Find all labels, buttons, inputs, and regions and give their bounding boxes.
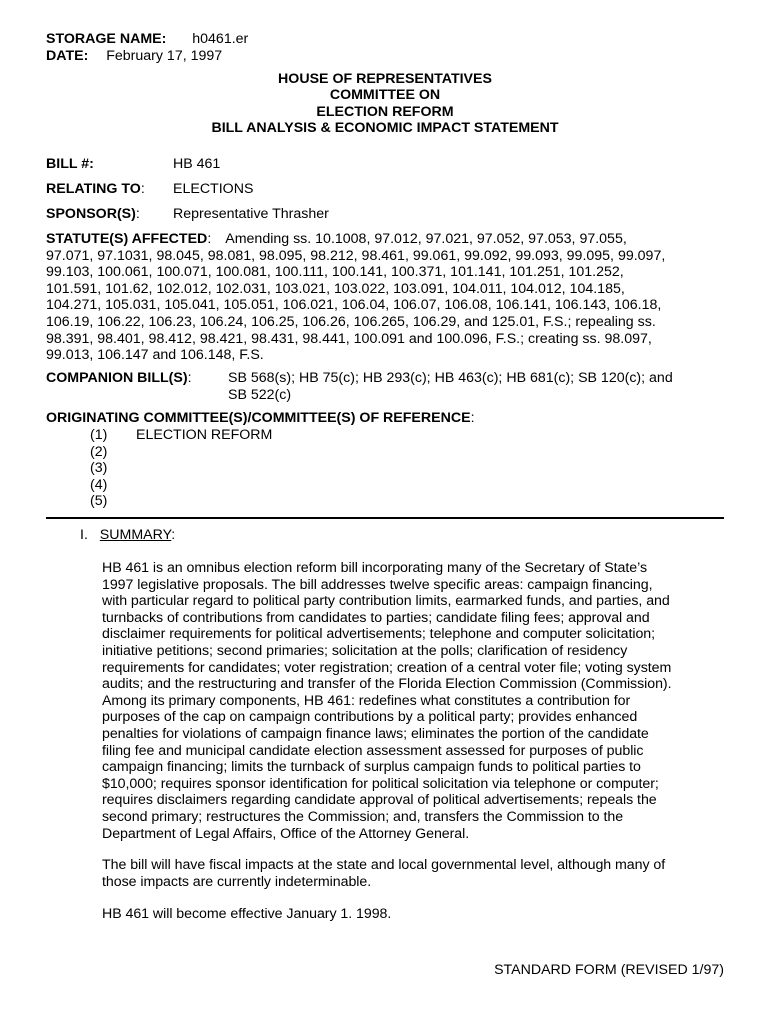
standard-form-footer: STANDARD FORM (REVISED 1/97) bbox=[494, 962, 724, 978]
companion-line-2: SB 522(c) bbox=[228, 386, 292, 403]
statutes-label: STATUTE(S) AFFECTED bbox=[46, 231, 208, 247]
statutes-line-0: STATUTE(S) AFFECTED: Amending ss. 10.1008, 97.012, 97.021, 97.052, 97.053, 97.055, bbox=[46, 231, 627, 247]
date-value: February 17, 1997 bbox=[106, 48, 223, 64]
storage-name-line: STORAGE NAME: h0461.er bbox=[46, 31, 249, 47]
sponsor-value: Representative Thrasher bbox=[173, 206, 329, 222]
date-label: DATE bbox=[46, 48, 84, 64]
date-line: DATE: February 17, 1997 bbox=[46, 48, 223, 64]
sponsor-label: SPONSOR(S) bbox=[46, 206, 136, 222]
title-line-2: COMMITTEE ON bbox=[329, 87, 441, 103]
bill-number-label: BILL # bbox=[46, 156, 90, 172]
originating-label-row: ORIGINATING COMMITTEE(S)/COMMITTEE(S) OF REFERENCE: bbox=[46, 410, 475, 426]
statutes-line: 99.013, 106.147 and 106.148, F.S. bbox=[46, 347, 264, 364]
companion-line-1: SB 568(s); HB 75(c); HB 293(c); HB 463(c); HB 681(c); SB 120(c); and bbox=[228, 370, 673, 386]
statutes-line: 106.19, 106.22, 106.23, 106.24, 106.25, 106.26, 106.265, 106.29, and 125.01, F.S.; repealing ss. bbox=[46, 313, 656, 330]
storage-name-label: STORAGE NAME bbox=[46, 31, 162, 47]
originating-item: (3) bbox=[90, 460, 108, 477]
companion-label-row: COMPANION BILL(S): bbox=[46, 370, 192, 386]
originating-label: ORIGINATING COMMITTEE(S)/COMMITTEE(S) OF REFERENCE bbox=[46, 410, 471, 426]
summary-heading: I. SUMMARY: bbox=[80, 527, 176, 543]
title-line-4: BILL ANALYSIS & ECONOMIC IMPACT STATEMENT bbox=[211, 120, 559, 136]
summary-number: I. bbox=[80, 527, 88, 543]
bill-number-label-row: BILL #: bbox=[46, 156, 94, 172]
statutes-line: 99.103, 100.061, 100.071, 100.081, 100.111, 100.141, 100.371, 101.141, 101.251, 101.252, bbox=[46, 264, 624, 281]
originating-item: (5) bbox=[90, 493, 108, 510]
relating-to-label: RELATING TO bbox=[46, 181, 141, 197]
bill-number-value: HB 461 bbox=[173, 156, 221, 172]
originating-item: (2) bbox=[90, 443, 108, 460]
statutes-line: 101.591, 101.62, 102.012, 102.031, 103.021, 103.022, 103.091, 104.011, 104.012, 104.185, bbox=[46, 280, 625, 297]
summary-paragraph-3: HB 461 will become effective January 1. 1998. bbox=[102, 906, 392, 922]
sponsor-label-row: SPONSOR(S): bbox=[46, 206, 140, 222]
statutes-block bbox=[46, 231, 736, 364]
originating-list bbox=[90, 427, 272, 510]
originating-item: (1) ELECTION REFORM bbox=[90, 427, 273, 443]
section-divider bbox=[46, 517, 724, 519]
statutes-line: 104.271, 105.031, 105.041, 105.051, 106.021, 106.04, 106.07, 106.08, 106.141, 106.143, 106.18, bbox=[46, 297, 662, 314]
title-line-3: ELECTION REFORM bbox=[316, 104, 454, 120]
statutes-line: 98.391, 98.401, 98.412, 98.421, 98.431, 98.441, 100.091 and 100.096, F.S.; creating ss. 98.097, bbox=[46, 330, 652, 347]
statutes-text: Amending ss. 10.1008, 97.012, 97.021, 97.052, 97.053, 97.055, bbox=[225, 231, 627, 247]
summary-paragraph-1: HB 461 is an omnibus election reform bill incorporating many of the Secretary of State’s 1997 legislative proposals. The bill addresses twelve specific areas: campaign financing, with particular regard to political party contribution limits, earmarked funds, and parties, and turnbacks of contributions from candidates to parties; candidate filing fees; approval and disclaimer requirements for political advertisements; telephone and computer solicitation; initiative petitions; second primaries; solicitation at the polls; clarification of residency requirements for candidates; voter registration; creation of a central voter file; voting system audits; and the restructuring and transfer of the Florida Election Commission (Commission). Among its primary components, HB 461: redefines what constitutes a contribution for purposes of the cap on campaign contributions by a political party; provides enhanced penalties for violations of campaign finance laws; eliminates the portion of the candidate filing fee and municipal candidate election assessment assessed for purposes of public campaign financing; limits the turnback of surplus campaign funds to political parties to $10,000; requires sponsor identification for political solicitation via telephone or computer; requires disclaimers regarding candidate approval of political advertisements; repeals the second primary; restructures the Commission; and, transfers the Commission to the Department of Legal Affairs, Office of the Attorney General. bbox=[102, 560, 672, 842]
summary-paragraph-2: The bill will have fiscal impacts at the state and local governmental level, although many of those impacts are currently indeterminable. bbox=[102, 857, 666, 890]
storage-name-value: h0461.er bbox=[192, 31, 249, 47]
originating-item: (4) bbox=[90, 476, 108, 493]
statutes-line: 97.071, 97.1031, 98.045, 98.081, 98.095, 98.212, 98.461, 99.061, 99.092, 99.093, 99.095, 99.097, bbox=[46, 247, 666, 264]
companion-label: COMPANION BILL(S) bbox=[46, 370, 188, 386]
summary-title: SUMMARY bbox=[99, 527, 172, 543]
companion-value bbox=[228, 370, 728, 403]
relating-to-value: ELECTIONS bbox=[173, 181, 254, 197]
relating-to-label-row: RELATING TO: bbox=[46, 181, 145, 197]
title-line-1: HOUSE OF REPRESENTATIVES bbox=[278, 71, 492, 87]
